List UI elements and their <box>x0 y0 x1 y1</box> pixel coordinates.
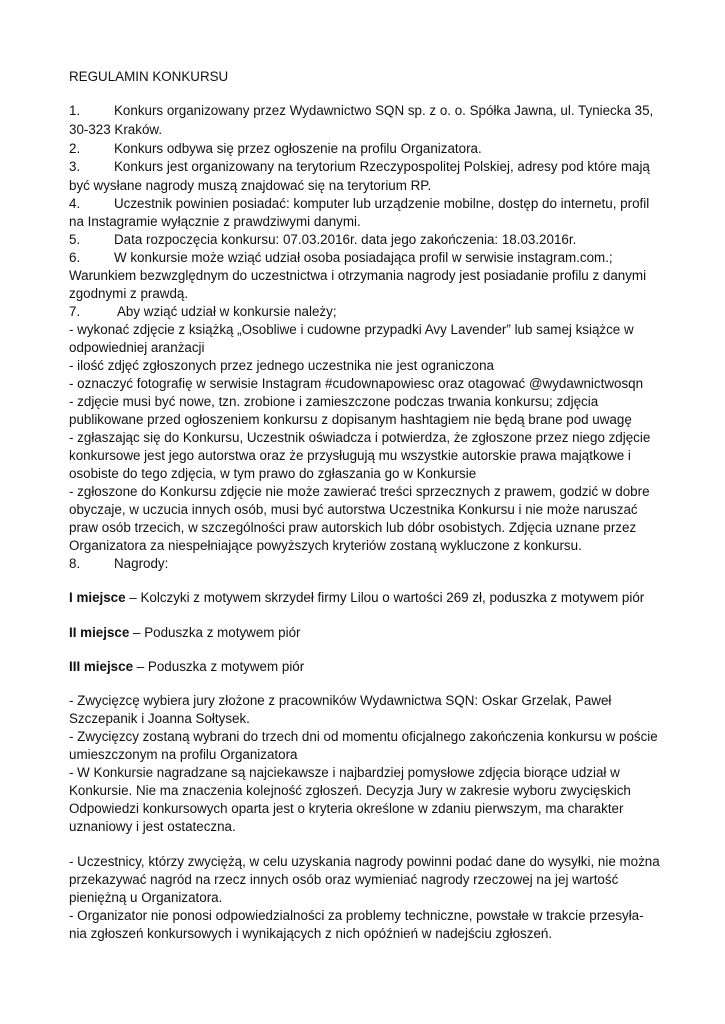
rule-1-number: 1. <box>69 103 81 118</box>
rule-6-line-3: zgodnymi z prawdą. <box>69 286 189 301</box>
rule-6-number: 6. <box>69 250 81 265</box>
final-line: nia zgłoszeń konkursowych i wynikających z nich opóźnień w nadejściu zgłoszeń. <box>69 926 553 941</box>
requirement-line: konkursowe jest jego autorstwa oraz że przysługują mu wszystkie autorskie prawa majątkowe i <box>69 448 631 463</box>
rule-4-number: 4. <box>69 196 81 211</box>
requirement-line: praw osób trzecich, w szczególności praw autorskich lub dóbr osobistych. Zdjęcia uznane przez <box>69 520 637 535</box>
requirement-line: - zgłaszając się do Konkursu, Uczestnik oświadcza i potwierdza, że zgłoszone przez niego zdjęcie <box>69 430 651 445</box>
requirement-line: - oznaczyć fotografię w serwisie Instagram #cudownapowiesc oraz otagować @wydawnictwosqn <box>69 376 644 391</box>
document-title: REGULAMIN KONKURSU <box>69 69 229 84</box>
jury-line: - Zwycięzcę wybiera jury złożone z pracowników Wydawnictwa SQN: Oskar Grzelak, Paweł <box>69 693 612 708</box>
rule-7-number: 7. <box>69 304 81 319</box>
rule-3-text: Konkurs jest organizowany na terytorium Rzeczypospolitej Polskiej, adresy pod które mają <box>114 159 650 174</box>
prize-first-desc: – Kolczyki z motywem skrzydeł firmy Lilou o wartości 269 zł, poduszka z motywem piór <box>125 590 645 605</box>
jury-line: Szczepanik i Joanna Sołtysek. <box>69 711 250 726</box>
jury-line: Odpowiedzi konkursowych oparta jest o kryteria określone w zdaniu pierwszym, ma charakter <box>69 801 624 816</box>
rule-1-text: Konkurs organizowany przez Wydawnictwo SQN sp. z o. o. Spółka Jawna, ul. Tyniecka 35, <box>114 103 654 118</box>
final-line: przekazywać nagród na rzecz innych osób oraz wymieniać nagrody rzeczowej na jej wartość <box>69 872 619 887</box>
rule-6-line-1 <box>69 249 613 267</box>
requirement-line: - wykonać zdjęcie z książką „Osobliwe i cudowne przypadki Avy Lavender” lub samej książce w <box>69 322 634 337</box>
rule-3-number: 3. <box>69 159 81 174</box>
rule-8-number: 8. <box>69 556 81 571</box>
jury-line: uznaniowy i jest ostateczna. <box>69 819 236 834</box>
rule-5-number: 5. <box>69 232 81 247</box>
rule-6-text: W konkursie może wziąć udział osoba posiadająca profil w serwisie instagram.com.; <box>114 250 613 265</box>
prize-third <box>69 658 304 676</box>
rule-1-line-2: 30-323 Kraków. <box>69 122 163 137</box>
rule-4-line-1 <box>69 195 649 213</box>
prize-third-place: III miejsce <box>69 659 134 674</box>
rule-4-line-2: na Instagramie wyłącznie z prawdziwymi danymi. <box>69 214 361 229</box>
rule-2-number: 2. <box>69 141 81 156</box>
final-line: - Organizator nie ponosi odpowiedzialności za problemy techniczne, powstałe w trakcie przesyła- <box>69 908 644 923</box>
prize-first <box>69 589 644 607</box>
requirement-line: osobiste do tego zdjęcia, w tym prawo do zgłaszania go w Konkursie <box>69 466 477 481</box>
prize-second <box>69 624 300 642</box>
rule-7-text: Aby wziąć udział w konkursie należy; <box>114 304 337 319</box>
requirement-line: Organizatora za niespełniające powyższych kryteriów zostaną wykluczone z konkursu. <box>69 538 582 553</box>
requirement-line: - zdjęcie musi być nowe, tzn. zrobione i zamieszczone podczas trwania konkursu; zdjęcia <box>69 394 599 409</box>
final-line: pieniężną u Organizatora. <box>69 890 223 905</box>
rule-5-line-1 <box>69 231 576 249</box>
prize-first-place: I miejsce <box>69 590 126 605</box>
requirement-line: - zgłoszone do Konkursu zdjęcie nie może zawierać treści sprzecznych z prawem, godzić w dobre <box>69 484 650 499</box>
requirement-line: publikowane przed ogłoszeniem konkursu z dopisanym hashtagiem nie będą brane pod uwagę <box>69 412 632 427</box>
rule-4-text: Uczestnik powinien posiadać: komputer lub urządzenie mobilne, dostęp do internetu, profil <box>114 196 650 211</box>
prize-second-place: II miejsce <box>69 625 130 640</box>
rule-5-text: Data rozpoczęcia konkursu: 07.03.2016r. data jego zakończenia: 18.03.2016r. <box>114 232 577 247</box>
jury-line: - Zwycięzcy zostaną wybrani do trzech dni od momentu oficjalnego zakończenia konkursu w poście <box>69 729 658 744</box>
jury-line: - W Konkursie nagradzane są najciekawsze i najbardziej pomysłowe zdjęcia biorące udział w <box>69 765 620 780</box>
rule-6-line-2: Warunkiem bezwzględnym do uczestnictwa i otrzymania nagrody jest posiadanie profilu z danymi <box>69 268 647 283</box>
requirement-line: - ilość zdjęć zgłoszonych przez jednego uczestnika nie jest ograniczona <box>69 358 495 373</box>
rule-7-line-1 <box>69 303 337 321</box>
requirement-line: odpowiedniej aranżacji <box>69 340 205 355</box>
prize-third-desc: – Poduszka z motywem piór <box>133 659 305 674</box>
rule-3-line-2: być wysłane nagrody muszą znajdować się na terytorium RP. <box>69 178 432 193</box>
jury-line: umieszczonym na profilu Organizatora <box>69 747 298 762</box>
rule-8-line-1 <box>69 555 168 573</box>
prize-second-desc: – Poduszka z motywem piór <box>129 625 301 640</box>
rule-8-text: Nagrody: <box>114 556 169 571</box>
rule-2-line-1 <box>69 140 482 158</box>
rule-2-text: Konkurs odbywa się przez ogłoszenie na profilu Organizatora. <box>114 141 482 156</box>
jury-line: Konkursie. Nie ma znaczenia kolejność zgłoszeń. Decyzja Jury w zakresie wyboru zwycięskich <box>69 783 631 798</box>
final-line: - Uczestnicy, którzy zwyciężą, w celu uzyskania nagrody powinni podać dane do wysyłki, nie można <box>69 854 660 869</box>
requirement-line: obyczaje, w uczucia innych osób, musi być autorstwa Uczestnika Konkursu i nie może naruszać <box>69 502 638 517</box>
rule-3-line-1 <box>69 158 650 176</box>
rule-1-line-1 <box>69 102 653 120</box>
